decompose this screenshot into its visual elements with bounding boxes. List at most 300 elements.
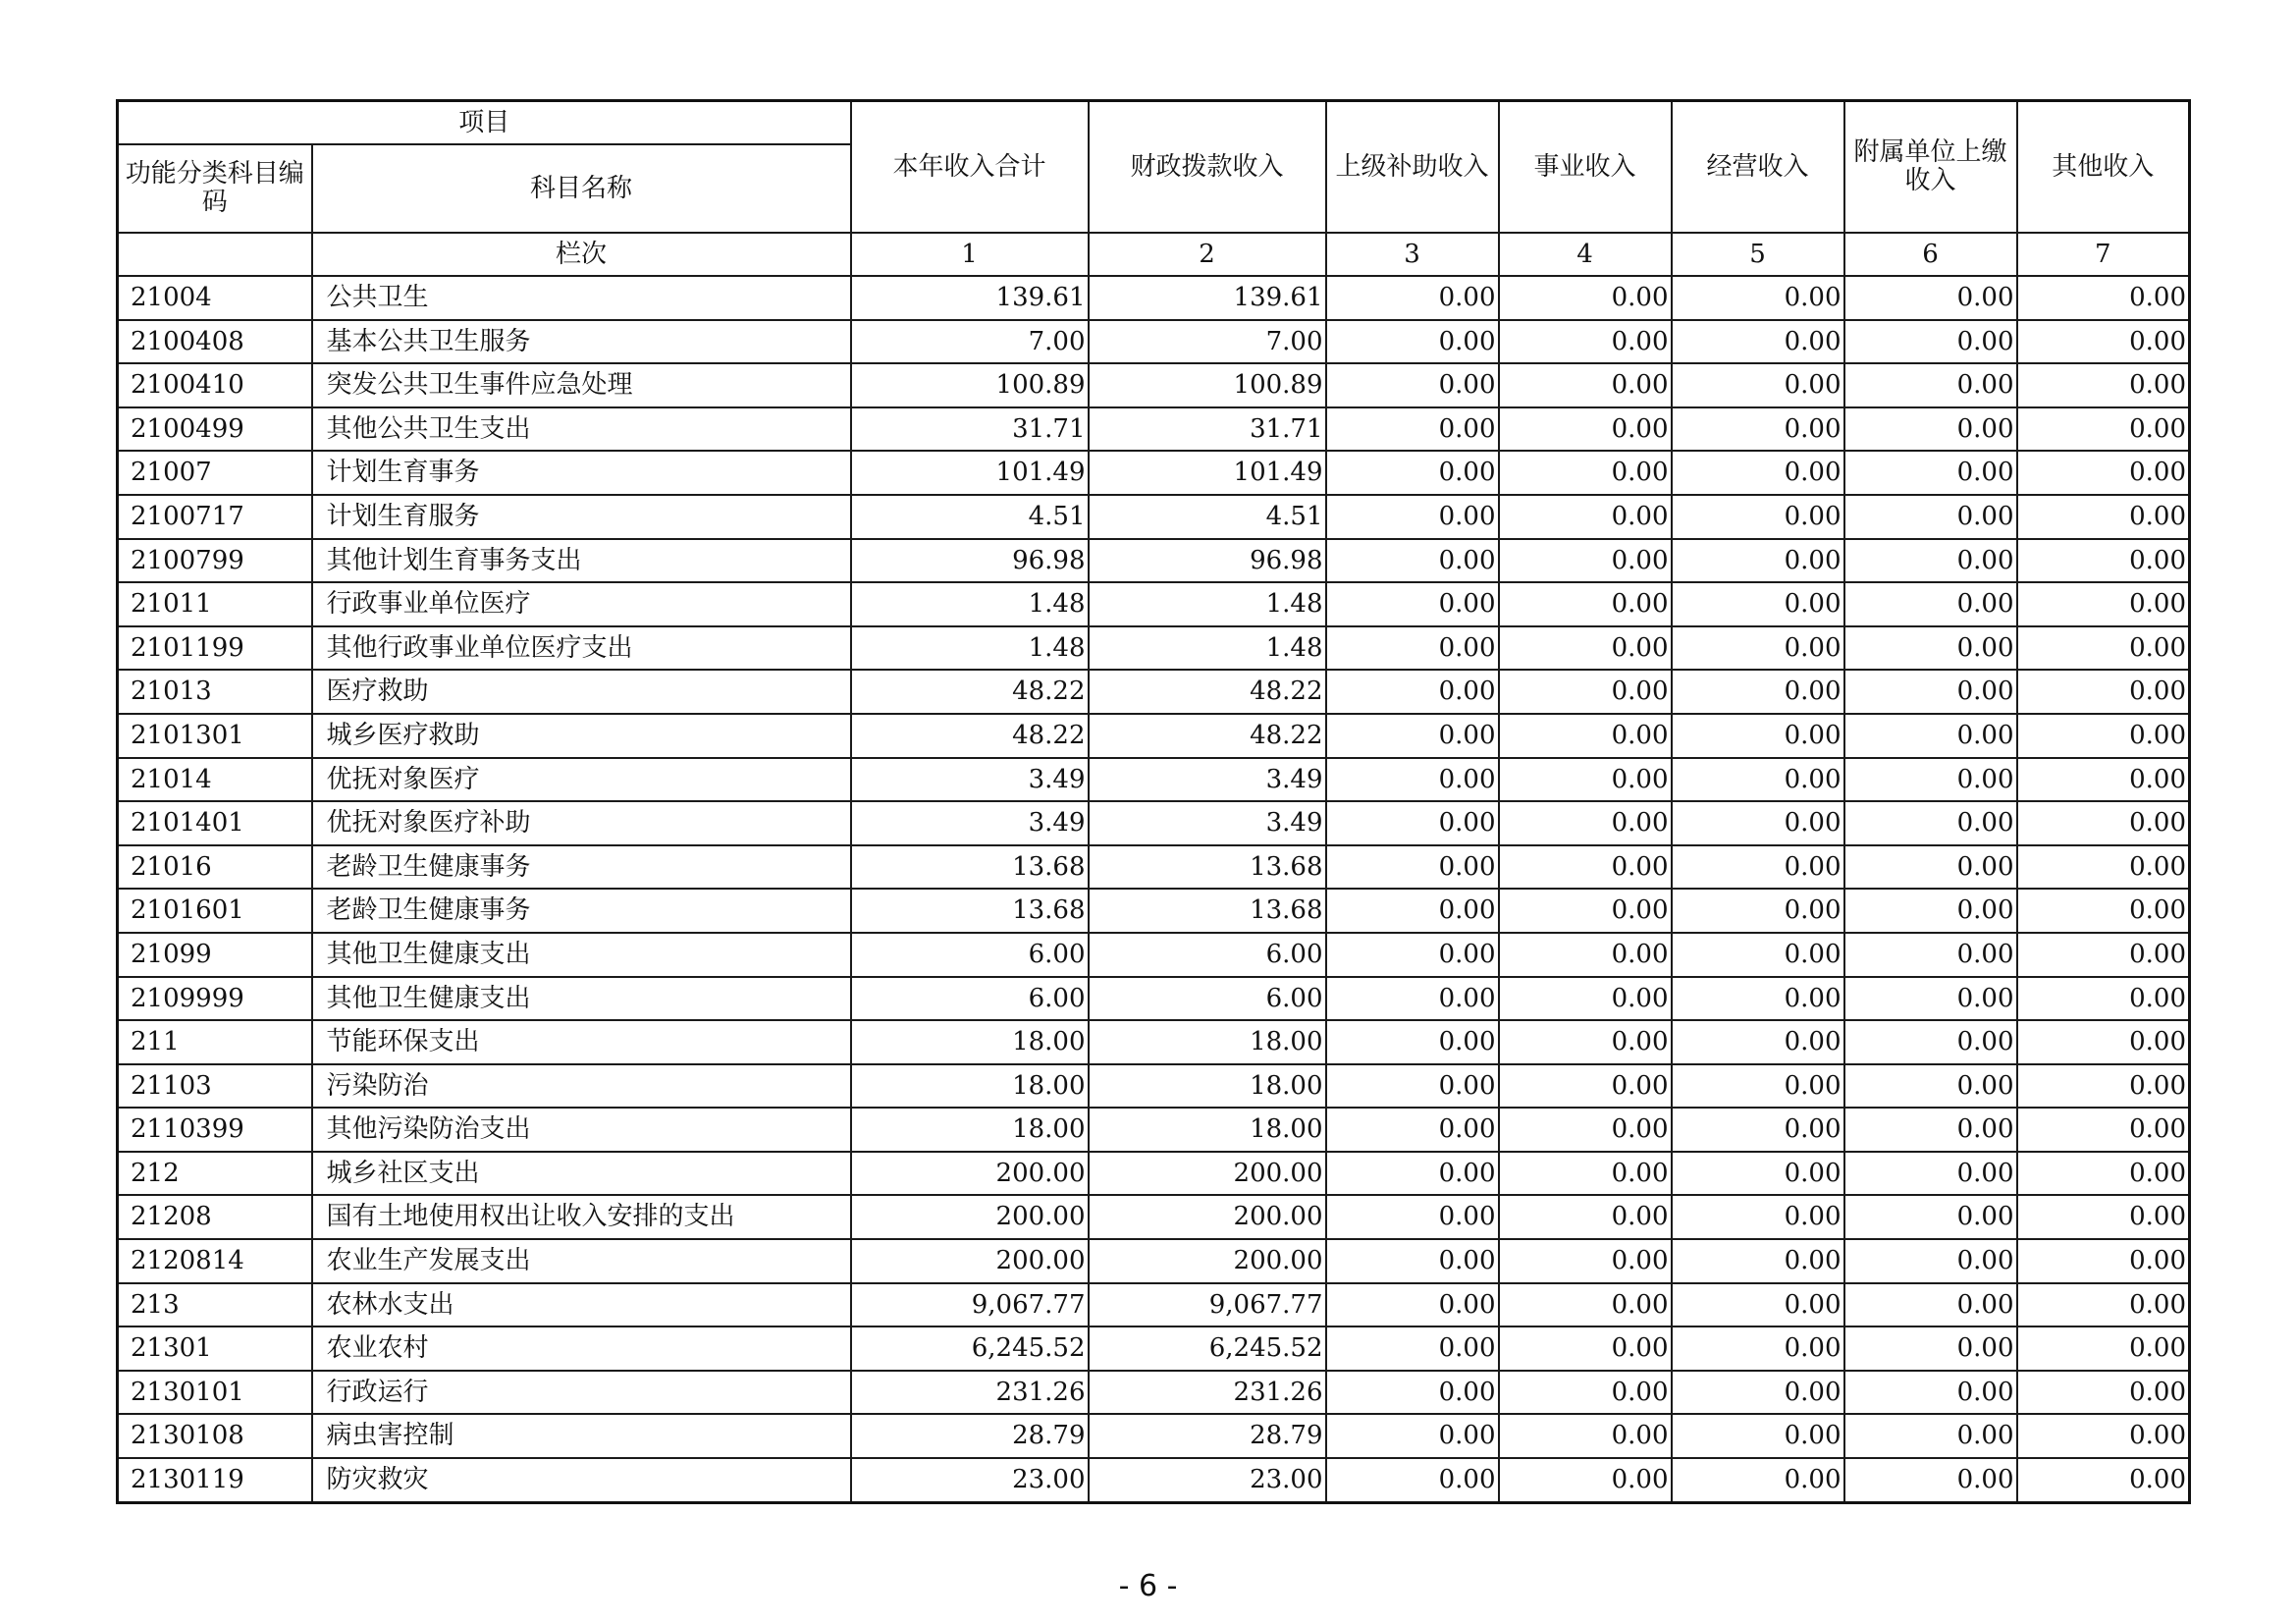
amount-cell: 0.00 bbox=[1499, 1371, 1672, 1415]
subject-name-cell: 计划生育事务 bbox=[312, 451, 851, 495]
amount-cell: 0.00 bbox=[1844, 845, 2017, 890]
amount-cell: 0.00 bbox=[2017, 1239, 2190, 1283]
table-row bbox=[118, 626, 2190, 671]
subject-name-cell: 农林水支出 bbox=[312, 1283, 851, 1327]
subject-name-cell: 防灾救灾 bbox=[312, 1458, 851, 1502]
amount-cell: 0.00 bbox=[1499, 845, 1672, 890]
amount-cell: 0.00 bbox=[1326, 845, 1499, 890]
column-header: 财政拨款收入 bbox=[1089, 101, 1326, 234]
subject-name-cell: 农业农村 bbox=[312, 1326, 851, 1371]
amount-cell: 0.00 bbox=[2017, 276, 2190, 320]
amount-cell: 0.00 bbox=[1499, 758, 1672, 802]
amount-cell: 0.00 bbox=[1844, 582, 2017, 626]
amount-cell: 0.00 bbox=[1844, 670, 2017, 714]
amount-cell: 1.48 bbox=[851, 626, 1089, 671]
column-number: 5 bbox=[1672, 233, 1844, 276]
amount-cell: 200.00 bbox=[1089, 1152, 1326, 1196]
amount-cell: 200.00 bbox=[851, 1195, 1089, 1239]
subject-name-cell: 节能环保支出 bbox=[312, 1020, 851, 1064]
column-number: 3 bbox=[1326, 233, 1499, 276]
column-number: 7 bbox=[2017, 233, 2190, 276]
amount-cell: 200.00 bbox=[851, 1152, 1089, 1196]
subject-code-cell: 21011 bbox=[118, 582, 312, 626]
amount-cell: 0.00 bbox=[2017, 320, 2190, 364]
amount-cell: 48.22 bbox=[1089, 714, 1326, 758]
amount-cell: 0.00 bbox=[2017, 1458, 2190, 1502]
amount-cell: 139.61 bbox=[851, 276, 1089, 320]
amount-cell: 18.00 bbox=[1089, 1108, 1326, 1152]
subject-code-cell: 21208 bbox=[118, 1195, 312, 1239]
amount-cell: 0.00 bbox=[1844, 495, 2017, 539]
amount-cell: 0.00 bbox=[1844, 1371, 2017, 1415]
amount-cell: 0.00 bbox=[1672, 670, 1844, 714]
amount-cell: 0.00 bbox=[1672, 845, 1844, 890]
subject-name-cell: 国有土地使用权出让收入安排的支出 bbox=[312, 1195, 851, 1239]
amount-cell: 96.98 bbox=[851, 539, 1089, 583]
amount-cell: 0.00 bbox=[2017, 670, 2190, 714]
subject-code-cell: 2101601 bbox=[118, 889, 312, 933]
subject-code-cell: 2100717 bbox=[118, 495, 312, 539]
amount-cell: 0.00 bbox=[1844, 1195, 2017, 1239]
amount-cell: 23.00 bbox=[1089, 1458, 1326, 1502]
amount-cell: 0.00 bbox=[1672, 977, 1844, 1021]
amount-cell: 0.00 bbox=[2017, 582, 2190, 626]
amount-cell: 0.00 bbox=[1499, 1239, 1672, 1283]
subject-code-cell: 2130108 bbox=[118, 1414, 312, 1458]
table-row bbox=[118, 539, 2190, 583]
amount-cell: 0.00 bbox=[1326, 1414, 1499, 1458]
amount-cell: 0.00 bbox=[1499, 1326, 1672, 1371]
subject-name-cell: 城乡医疗救助 bbox=[312, 714, 851, 758]
amount-cell: 1.48 bbox=[1089, 582, 1326, 626]
amount-cell: 0.00 bbox=[1499, 1283, 1672, 1327]
amount-cell: 0.00 bbox=[1672, 363, 1844, 407]
amount-cell: 0.00 bbox=[1499, 539, 1672, 583]
amount-cell: 0.00 bbox=[1844, 1458, 2017, 1502]
budget-table bbox=[116, 99, 2191, 1504]
amount-cell: 0.00 bbox=[2017, 758, 2190, 802]
amount-cell: 0.00 bbox=[2017, 977, 2190, 1021]
amount-cell: 100.89 bbox=[1089, 363, 1326, 407]
subject-code-cell: 21103 bbox=[118, 1064, 312, 1109]
table-row bbox=[118, 1371, 2190, 1415]
amount-cell: 0.00 bbox=[1672, 1239, 1844, 1283]
amount-cell: 0.00 bbox=[2017, 933, 2190, 977]
amount-cell: 0.00 bbox=[1499, 889, 1672, 933]
column-number: 2 bbox=[1089, 233, 1326, 276]
amount-cell: 231.26 bbox=[851, 1371, 1089, 1415]
amount-cell: 18.00 bbox=[1089, 1064, 1326, 1109]
amount-cell: 13.68 bbox=[1089, 889, 1326, 933]
amount-cell: 0.00 bbox=[2017, 1283, 2190, 1327]
amount-cell: 0.00 bbox=[1326, 1239, 1499, 1283]
table-header bbox=[118, 101, 2190, 277]
amount-cell: 3.49 bbox=[1089, 801, 1326, 845]
amount-cell: 0.00 bbox=[1499, 1195, 1672, 1239]
amount-cell: 0.00 bbox=[1844, 758, 2017, 802]
amount-cell: 28.79 bbox=[851, 1414, 1089, 1458]
amount-cell: 0.00 bbox=[1844, 363, 2017, 407]
amount-cell: 101.49 bbox=[851, 451, 1089, 495]
amount-cell: 28.79 bbox=[1089, 1414, 1326, 1458]
table-row bbox=[118, 363, 2190, 407]
amount-cell: 0.00 bbox=[1326, 1195, 1499, 1239]
amount-cell: 0.00 bbox=[1844, 1414, 2017, 1458]
amount-cell: 0.00 bbox=[1326, 1064, 1499, 1109]
amount-cell: 18.00 bbox=[851, 1108, 1089, 1152]
table-row bbox=[118, 670, 2190, 714]
amount-cell: 0.00 bbox=[1326, 889, 1499, 933]
amount-cell: 0.00 bbox=[1499, 407, 1672, 452]
amount-cell: 0.00 bbox=[1499, 451, 1672, 495]
amount-cell: 0.00 bbox=[2017, 451, 2190, 495]
subject-name-cell: 病虫害控制 bbox=[312, 1414, 851, 1458]
column-header: 经营收入 bbox=[1672, 101, 1844, 234]
subject-code-cell: 2100499 bbox=[118, 407, 312, 452]
amount-cell: 0.00 bbox=[1672, 758, 1844, 802]
subject-name-cell: 老龄卫生健康事务 bbox=[312, 845, 851, 890]
amount-cell: 18.00 bbox=[851, 1020, 1089, 1064]
project-header: 项目 bbox=[118, 101, 851, 145]
subject-name-cell: 城乡社区支出 bbox=[312, 1152, 851, 1196]
amount-cell: 6.00 bbox=[851, 933, 1089, 977]
amount-cell: 4.51 bbox=[1089, 495, 1326, 539]
amount-cell: 0.00 bbox=[1844, 539, 2017, 583]
amount-cell: 0.00 bbox=[1499, 977, 1672, 1021]
amount-cell: 9,067.77 bbox=[1089, 1283, 1326, 1327]
amount-cell: 0.00 bbox=[1672, 714, 1844, 758]
amount-cell: 48.22 bbox=[851, 714, 1089, 758]
amount-cell: 0.00 bbox=[1499, 1458, 1672, 1502]
subject-name-cell: 医疗救助 bbox=[312, 670, 851, 714]
amount-cell: 0.00 bbox=[1844, 1152, 2017, 1196]
amount-cell: 0.00 bbox=[1844, 1020, 2017, 1064]
table-row bbox=[118, 1414, 2190, 1458]
amount-cell: 0.00 bbox=[1672, 320, 1844, 364]
amount-cell: 0.00 bbox=[1672, 495, 1844, 539]
amount-cell: 0.00 bbox=[1672, 889, 1844, 933]
table-row bbox=[118, 1458, 2190, 1502]
subject-code-cell: 2100799 bbox=[118, 539, 312, 583]
subject-name-cell: 公共卫生 bbox=[312, 276, 851, 320]
subject-code-cell: 2120814 bbox=[118, 1239, 312, 1283]
amount-cell: 13.68 bbox=[851, 845, 1089, 890]
table-row bbox=[118, 1152, 2190, 1196]
subject-name-cell: 基本公共卫生服务 bbox=[312, 320, 851, 364]
column-header: 事业收入 bbox=[1499, 101, 1672, 234]
amount-cell: 0.00 bbox=[1326, 276, 1499, 320]
amount-cell: 0.00 bbox=[1499, 363, 1672, 407]
subject-code-cell: 21301 bbox=[118, 1326, 312, 1371]
amount-cell: 0.00 bbox=[2017, 407, 2190, 452]
column-header: 其他收入 bbox=[2017, 101, 2190, 234]
amount-cell: 4.51 bbox=[851, 495, 1089, 539]
code-header: 功能分类科目编码 bbox=[118, 144, 312, 233]
amount-cell: 139.61 bbox=[1089, 276, 1326, 320]
amount-cell: 200.00 bbox=[851, 1239, 1089, 1283]
amount-cell: 0.00 bbox=[2017, 1152, 2190, 1196]
subject-code-cell: 2101199 bbox=[118, 626, 312, 671]
amount-cell: 0.00 bbox=[1499, 670, 1672, 714]
amount-cell: 0.00 bbox=[1326, 495, 1499, 539]
subject-name-cell: 其他行政事业单位医疗支出 bbox=[312, 626, 851, 671]
amount-cell: 0.00 bbox=[1326, 363, 1499, 407]
amount-cell: 7.00 bbox=[1089, 320, 1326, 364]
amount-cell: 1.48 bbox=[1089, 626, 1326, 671]
amount-cell: 0.00 bbox=[1844, 977, 2017, 1021]
table-row bbox=[118, 407, 2190, 452]
amount-cell: 3.49 bbox=[851, 758, 1089, 802]
amount-cell: 0.00 bbox=[1672, 451, 1844, 495]
amount-cell: 0.00 bbox=[1672, 1020, 1844, 1064]
amount-cell: 231.26 bbox=[1089, 1371, 1326, 1415]
amount-cell: 0.00 bbox=[1499, 626, 1672, 671]
amount-cell: 0.00 bbox=[1672, 1195, 1844, 1239]
amount-cell: 0.00 bbox=[1326, 407, 1499, 452]
amount-cell: 0.00 bbox=[1326, 451, 1499, 495]
page-number: - 6 - bbox=[1118, 1569, 1178, 1603]
amount-cell: 48.22 bbox=[851, 670, 1089, 714]
subject-code-cell: 2110399 bbox=[118, 1108, 312, 1152]
amount-cell: 0.00 bbox=[1672, 276, 1844, 320]
subject-name-cell: 其他公共卫生支出 bbox=[312, 407, 851, 452]
amount-cell: 0.00 bbox=[1672, 1458, 1844, 1502]
subject-name-cell: 其他卫生健康支出 bbox=[312, 977, 851, 1021]
amount-cell: 7.00 bbox=[851, 320, 1089, 364]
amount-cell: 0.00 bbox=[1672, 1414, 1844, 1458]
subject-name-cell: 优抚对象医疗 bbox=[312, 758, 851, 802]
subject-name-cell: 行政运行 bbox=[312, 1371, 851, 1415]
subject-code-cell: 21016 bbox=[118, 845, 312, 890]
amount-cell: 0.00 bbox=[1499, 1064, 1672, 1109]
amount-cell: 0.00 bbox=[2017, 1195, 2190, 1239]
amount-cell: 0.00 bbox=[2017, 889, 2190, 933]
amount-cell: 3.49 bbox=[1089, 758, 1326, 802]
amount-cell: 0.00 bbox=[1326, 626, 1499, 671]
amount-cell: 100.89 bbox=[851, 363, 1089, 407]
amount-cell: 0.00 bbox=[1672, 1326, 1844, 1371]
subject-code-cell: 2130119 bbox=[118, 1458, 312, 1502]
subject-name-cell: 计划生育服务 bbox=[312, 495, 851, 539]
amount-cell: 3.49 bbox=[851, 801, 1089, 845]
table-row bbox=[118, 1283, 2190, 1327]
amount-cell: 0.00 bbox=[1326, 1326, 1499, 1371]
subject-name-cell: 优抚对象医疗补助 bbox=[312, 801, 851, 845]
subject-code-cell: 2100410 bbox=[118, 363, 312, 407]
amount-cell: 0.00 bbox=[1326, 1283, 1499, 1327]
subject-name-cell: 其他污染防治支出 bbox=[312, 1108, 851, 1152]
amount-cell: 0.00 bbox=[2017, 495, 2190, 539]
amount-cell: 0.00 bbox=[1672, 1064, 1844, 1109]
amount-cell: 0.00 bbox=[1844, 889, 2017, 933]
amount-cell: 0.00 bbox=[1844, 451, 2017, 495]
column-header: 附属单位上缴收入 bbox=[1844, 101, 2017, 234]
amount-cell: 96.98 bbox=[1089, 539, 1326, 583]
amount-cell: 9,067.77 bbox=[851, 1283, 1089, 1327]
amount-cell: 0.00 bbox=[1844, 407, 2017, 452]
table-row bbox=[118, 1064, 2190, 1109]
amount-cell: 0.00 bbox=[1844, 1283, 2017, 1327]
amount-cell: 1.48 bbox=[851, 582, 1089, 626]
amount-cell: 101.49 bbox=[1089, 451, 1326, 495]
amount-cell: 0.00 bbox=[1326, 320, 1499, 364]
amount-cell: 31.71 bbox=[1089, 407, 1326, 452]
amount-cell: 0.00 bbox=[1844, 626, 2017, 671]
subject-code-cell: 21007 bbox=[118, 451, 312, 495]
column-header: 上级补助收入 bbox=[1326, 101, 1499, 234]
amount-cell: 0.00 bbox=[2017, 1414, 2190, 1458]
amount-cell: 0.00 bbox=[1844, 714, 2017, 758]
table-row bbox=[118, 276, 2190, 320]
amount-cell: 18.00 bbox=[1089, 1020, 1326, 1064]
amount-cell: 0.00 bbox=[2017, 1371, 2190, 1415]
amount-cell: 200.00 bbox=[1089, 1239, 1326, 1283]
amount-cell: 0.00 bbox=[1326, 539, 1499, 583]
row-number-label: 栏次 bbox=[312, 233, 851, 276]
amount-cell: 0.00 bbox=[2017, 539, 2190, 583]
amount-cell: 0.00 bbox=[1499, 1152, 1672, 1196]
amount-cell: 0.00 bbox=[2017, 714, 2190, 758]
amount-cell: 0.00 bbox=[1672, 1152, 1844, 1196]
amount-cell: 0.00 bbox=[2017, 1064, 2190, 1109]
column-number: 6 bbox=[1844, 233, 2017, 276]
amount-cell: 0.00 bbox=[1844, 1064, 2017, 1109]
subject-code-cell: 21004 bbox=[118, 276, 312, 320]
subject-code-cell: 2130101 bbox=[118, 1371, 312, 1415]
table-row bbox=[118, 1239, 2190, 1283]
amount-cell: 13.68 bbox=[851, 889, 1089, 933]
subject-code-cell: 21013 bbox=[118, 670, 312, 714]
amount-cell: 6.00 bbox=[1089, 933, 1326, 977]
subject-code-cell: 21099 bbox=[118, 933, 312, 977]
amount-cell: 0.00 bbox=[1672, 407, 1844, 452]
amount-cell: 0.00 bbox=[1326, 1108, 1499, 1152]
table-row bbox=[118, 582, 2190, 626]
table-row bbox=[118, 451, 2190, 495]
table-row bbox=[118, 714, 2190, 758]
amount-cell: 0.00 bbox=[1326, 1458, 1499, 1502]
amount-cell: 0.00 bbox=[2017, 363, 2190, 407]
amount-cell: 0.00 bbox=[1844, 801, 2017, 845]
name-header: 科目名称 bbox=[312, 144, 851, 233]
amount-cell: 0.00 bbox=[1326, 1371, 1499, 1415]
table-row bbox=[118, 845, 2190, 890]
amount-cell: 0.00 bbox=[1672, 801, 1844, 845]
table-row bbox=[118, 801, 2190, 845]
amount-cell: 0.00 bbox=[1499, 276, 1672, 320]
amount-cell: 0.00 bbox=[1844, 320, 2017, 364]
subject-name-cell: 其他计划生育事务支出 bbox=[312, 539, 851, 583]
amount-cell: 0.00 bbox=[2017, 845, 2190, 890]
table-row bbox=[118, 889, 2190, 933]
table-row bbox=[118, 933, 2190, 977]
subject-code-cell: 212 bbox=[118, 1152, 312, 1196]
table-row bbox=[118, 320, 2190, 364]
amount-cell: 0.00 bbox=[1672, 1371, 1844, 1415]
amount-cell: 0.00 bbox=[1499, 714, 1672, 758]
subject-code-cell: 213 bbox=[118, 1283, 312, 1327]
amount-cell: 0.00 bbox=[1672, 582, 1844, 626]
amount-cell: 18.00 bbox=[851, 1064, 1089, 1109]
table-row bbox=[118, 1020, 2190, 1064]
subject-name-cell: 行政事业单位医疗 bbox=[312, 582, 851, 626]
amount-cell: 0.00 bbox=[2017, 1108, 2190, 1152]
amount-cell: 0.00 bbox=[1844, 933, 2017, 977]
amount-cell: 0.00 bbox=[1499, 582, 1672, 626]
column-header: 本年收入合计 bbox=[851, 101, 1089, 234]
amount-cell: 200.00 bbox=[1089, 1195, 1326, 1239]
amount-cell: 0.00 bbox=[1844, 1108, 2017, 1152]
amount-cell: 31.71 bbox=[851, 407, 1089, 452]
amount-cell: 0.00 bbox=[1499, 495, 1672, 539]
amount-cell: 0.00 bbox=[2017, 1020, 2190, 1064]
table-row bbox=[118, 1326, 2190, 1371]
table-row bbox=[118, 977, 2190, 1021]
amount-cell: 0.00 bbox=[2017, 801, 2190, 845]
amount-cell: 0.00 bbox=[1499, 1108, 1672, 1152]
table-row bbox=[118, 1108, 2190, 1152]
amount-cell: 0.00 bbox=[1672, 933, 1844, 977]
amount-cell: 0.00 bbox=[1499, 320, 1672, 364]
subject-code-cell: 2100408 bbox=[118, 320, 312, 364]
amount-cell: 6,245.52 bbox=[1089, 1326, 1326, 1371]
subject-code-cell: 2101301 bbox=[118, 714, 312, 758]
amount-cell: 0.00 bbox=[1499, 1414, 1672, 1458]
amount-cell: 0.00 bbox=[1326, 801, 1499, 845]
amount-cell: 6.00 bbox=[851, 977, 1089, 1021]
table-row bbox=[118, 495, 2190, 539]
subject-name-cell: 突发公共卫生事件应急处理 bbox=[312, 363, 851, 407]
amount-cell: 0.00 bbox=[1672, 626, 1844, 671]
amount-cell: 0.00 bbox=[1326, 670, 1499, 714]
subject-name-cell: 农业生产发展支出 bbox=[312, 1239, 851, 1283]
amount-cell: 0.00 bbox=[1326, 933, 1499, 977]
subject-code-cell: 211 bbox=[118, 1020, 312, 1064]
amount-cell: 0.00 bbox=[1499, 801, 1672, 845]
amount-cell: 6.00 bbox=[1089, 977, 1326, 1021]
table-row bbox=[118, 758, 2190, 802]
subject-name-cell: 其他卫生健康支出 bbox=[312, 933, 851, 977]
subject-code-cell: 2101401 bbox=[118, 801, 312, 845]
subject-name-cell: 老龄卫生健康事务 bbox=[312, 889, 851, 933]
amount-cell: 0.00 bbox=[2017, 1326, 2190, 1371]
table-row bbox=[118, 1195, 2190, 1239]
amount-cell: 0.00 bbox=[1326, 977, 1499, 1021]
amount-cell: 0.00 bbox=[1326, 1152, 1499, 1196]
amount-cell: 0.00 bbox=[1326, 758, 1499, 802]
amount-cell: 0.00 bbox=[1672, 539, 1844, 583]
subject-code-cell: 2109999 bbox=[118, 977, 312, 1021]
amount-cell: 6,245.52 bbox=[851, 1326, 1089, 1371]
table-body bbox=[118, 276, 2190, 1502]
amount-cell: 0.00 bbox=[2017, 626, 2190, 671]
column-number: 4 bbox=[1499, 233, 1672, 276]
amount-cell: 13.68 bbox=[1089, 845, 1326, 890]
amount-cell: 0.00 bbox=[1672, 1108, 1844, 1152]
amount-cell: 0.00 bbox=[1499, 1020, 1672, 1064]
amount-cell: 0.00 bbox=[1672, 1283, 1844, 1327]
blank-cell bbox=[118, 233, 312, 276]
amount-cell: 23.00 bbox=[851, 1458, 1089, 1502]
amount-cell: 0.00 bbox=[1326, 1020, 1499, 1064]
amount-cell: 48.22 bbox=[1089, 670, 1326, 714]
amount-cell: 0.00 bbox=[1499, 933, 1672, 977]
amount-cell: 0.00 bbox=[1326, 582, 1499, 626]
amount-cell: 0.00 bbox=[1844, 1239, 2017, 1283]
amount-cell: 0.00 bbox=[1326, 714, 1499, 758]
amount-cell: 0.00 bbox=[1844, 276, 2017, 320]
column-number: 1 bbox=[851, 233, 1089, 276]
